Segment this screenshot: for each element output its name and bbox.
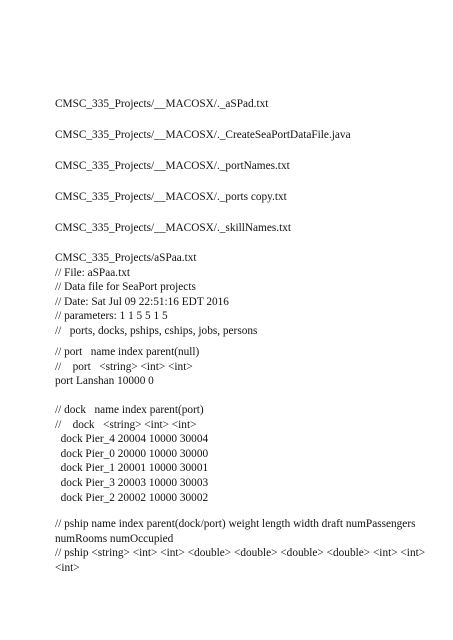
comment-line: // Data file for SeaPort projects xyxy=(55,281,196,294)
comment-line: // dock name index parent(port) xyxy=(55,404,204,416)
comment-line: // Date: Sat Jul 09 22:51:16 EDT 2016 xyxy=(55,295,229,308)
comment-line: // port <string> <int> <int> xyxy=(55,360,193,373)
comment-line: // File: aSPaa.txt xyxy=(55,266,130,279)
comment-line: // pship <string> <int> <int> <double> <double> <double> <double> <int> <int> <int> xyxy=(55,547,426,574)
data-line: dock Pier_4 20004 10000 30004 xyxy=(55,433,209,446)
file-path-line: CMSC_335_Projects/__MACOSX/._aSPad.txt xyxy=(55,98,269,110)
port-section xyxy=(55,345,445,389)
comment-line: // dock <string> <int> <int> xyxy=(55,418,197,431)
file-header-block xyxy=(55,251,445,339)
comment-line: // parameters: 1 1 5 5 1 5 xyxy=(55,310,168,323)
comment-line: // pship name index parent(dock/port) weight length width draft numPassengers numRooms numOccupied xyxy=(55,518,416,545)
file-path-line: CMSC_335_Projects/__MACOSX/._portNames.txt xyxy=(55,160,290,172)
data-line: dock Pier_3 20003 10000 30003 xyxy=(55,476,209,489)
file-path-line: CMSC_335_Projects/__MACOSX/._CreateSeaPortDataFile.java xyxy=(55,129,351,141)
data-line: dock Pier_2 20002 10000 30002 xyxy=(55,491,209,504)
file-path-line: CMSC_335_Projects/aSPaa.txt xyxy=(55,252,197,264)
comment-line: // ports, docks, pships, cships, jobs, persons xyxy=(55,324,258,337)
comment-line: // port name index parent(null) xyxy=(55,346,200,358)
data-line: port Lanshan 10000 0 xyxy=(55,375,154,388)
data-line: dock Pier_1 20001 10000 30001 xyxy=(55,462,209,475)
pship-section xyxy=(55,517,445,575)
data-line: dock Pier_0 20000 10000 30000 xyxy=(55,447,209,460)
file-path-line: CMSC_335_Projects/__MACOSX/._skillNames.txt xyxy=(55,222,291,234)
file-path-line: CMSC_335_Projects/__MACOSX/._ports copy.txt xyxy=(55,191,287,203)
dock-section xyxy=(55,403,445,505)
